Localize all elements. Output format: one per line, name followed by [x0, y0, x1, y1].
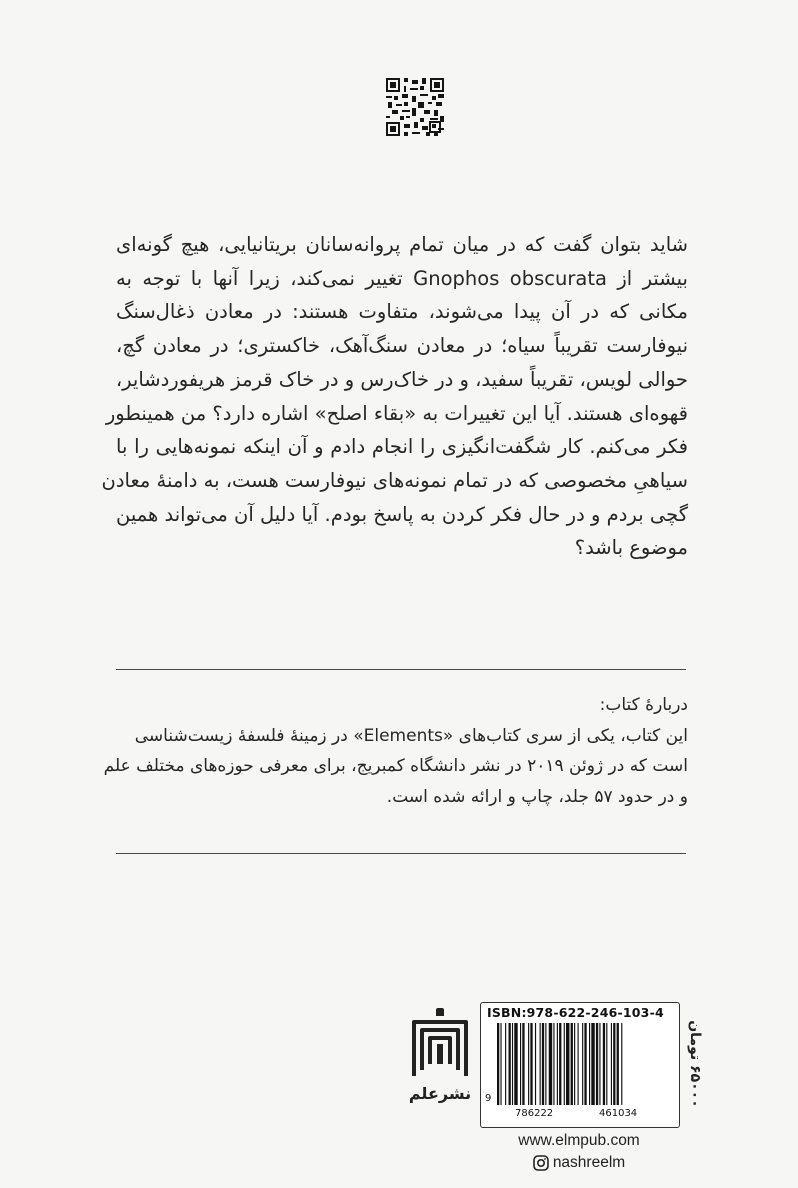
main-paragraph-line: موضوع باشد؟ [574, 536, 688, 560]
main-paragraph-line: سیاهیِ مخصوصی که در تمام نمونه‌های نیوفارست هست، به دامنهٔ معادن [101, 468, 688, 492]
main-paragraph-line: فکر می‌کنم. کار شگفت‌انگیزی را انجام دادم و آن اینکه نمونه‌هایی را با [116, 435, 688, 459]
about-book-line-3: و در حدود ۵۷ جلد، چاپ و ارائه شده است. [386, 786, 688, 807]
main-paragraph-line: بیشتر از Gnophos obscurata تغییر نمی‌کند، زیرا آنها با توجه به [116, 266, 688, 290]
main-paragraph [101, 228, 688, 565]
qr-code-icon [386, 78, 444, 136]
social-handle: nashreelm [552, 1154, 626, 1171]
price-text: ۶۵۰۰۰ تومان [687, 1020, 703, 1108]
barcode-digit-group-1: 786222 [515, 1108, 554, 1119]
isbn-label: ISBN:978-622-246-103-4 [487, 1005, 664, 1020]
instagram-icon [533, 1155, 549, 1171]
bottom-divider [116, 853, 686, 854]
barcode-digit-lead: 9 [485, 1093, 492, 1104]
about-book-line-1: این کتاب، یکی از سری کتاب‌های «Elements» در زمینهٔ فلسفهٔ زیست‌شناسی [134, 725, 688, 746]
main-paragraph-line: شاید بتوان گفت که در میان تمام پروانه‌سانان بریتانیایی، هیچ گونه‌ای [116, 233, 688, 256]
about-book-heading: دربارهٔ کتاب: [599, 695, 688, 715]
main-paragraph-line: نیوفارست تقریباً سیاه؛ در معادن سنگ‌آهک، خاکستری؛ در معادن گچ، [116, 334, 688, 358]
publisher-website: www.elmpub.com [518, 1132, 640, 1149]
top-divider [116, 669, 686, 670]
price-label [686, 1008, 704, 1120]
barcode-digit-group-2: 461034 [599, 1108, 638, 1119]
main-paragraph-line: حوالی لویس، تقریباً سفید، و در خاک‌رس و در خاک قرمز هریفوردشایر، [115, 367, 688, 391]
about-book-section [103, 690, 688, 812]
publisher-social [480, 1154, 678, 1172]
publisher-logo-icon [408, 1008, 472, 1080]
about-book-line-2: است که در ژوئن ۲۰۱۹ در نشر دانشگاه کمبریج، برای معرفی حوزه‌های مختلف علم [103, 756, 688, 776]
main-paragraph-line: قهوه‌ای هستند. آیا این تغییرات به «بقاء اصلح» اشاره دارد؟ من همینطور [105, 401, 688, 425]
barcode-icon [497, 1023, 667, 1105]
publisher-name: نشرعلم [408, 1084, 472, 1103]
isbn-barcode-box [480, 1002, 680, 1128]
main-paragraph-line: مکانی که در آن پیدا می‌شوند، متفاوت هستند: در معادن ذغال‌سنگ [116, 300, 688, 324]
main-paragraph-line: گچی بردم و در حال فکر کردن به پاسخ بودم. آیا دلیل آن می‌تواند همین [116, 502, 688, 526]
